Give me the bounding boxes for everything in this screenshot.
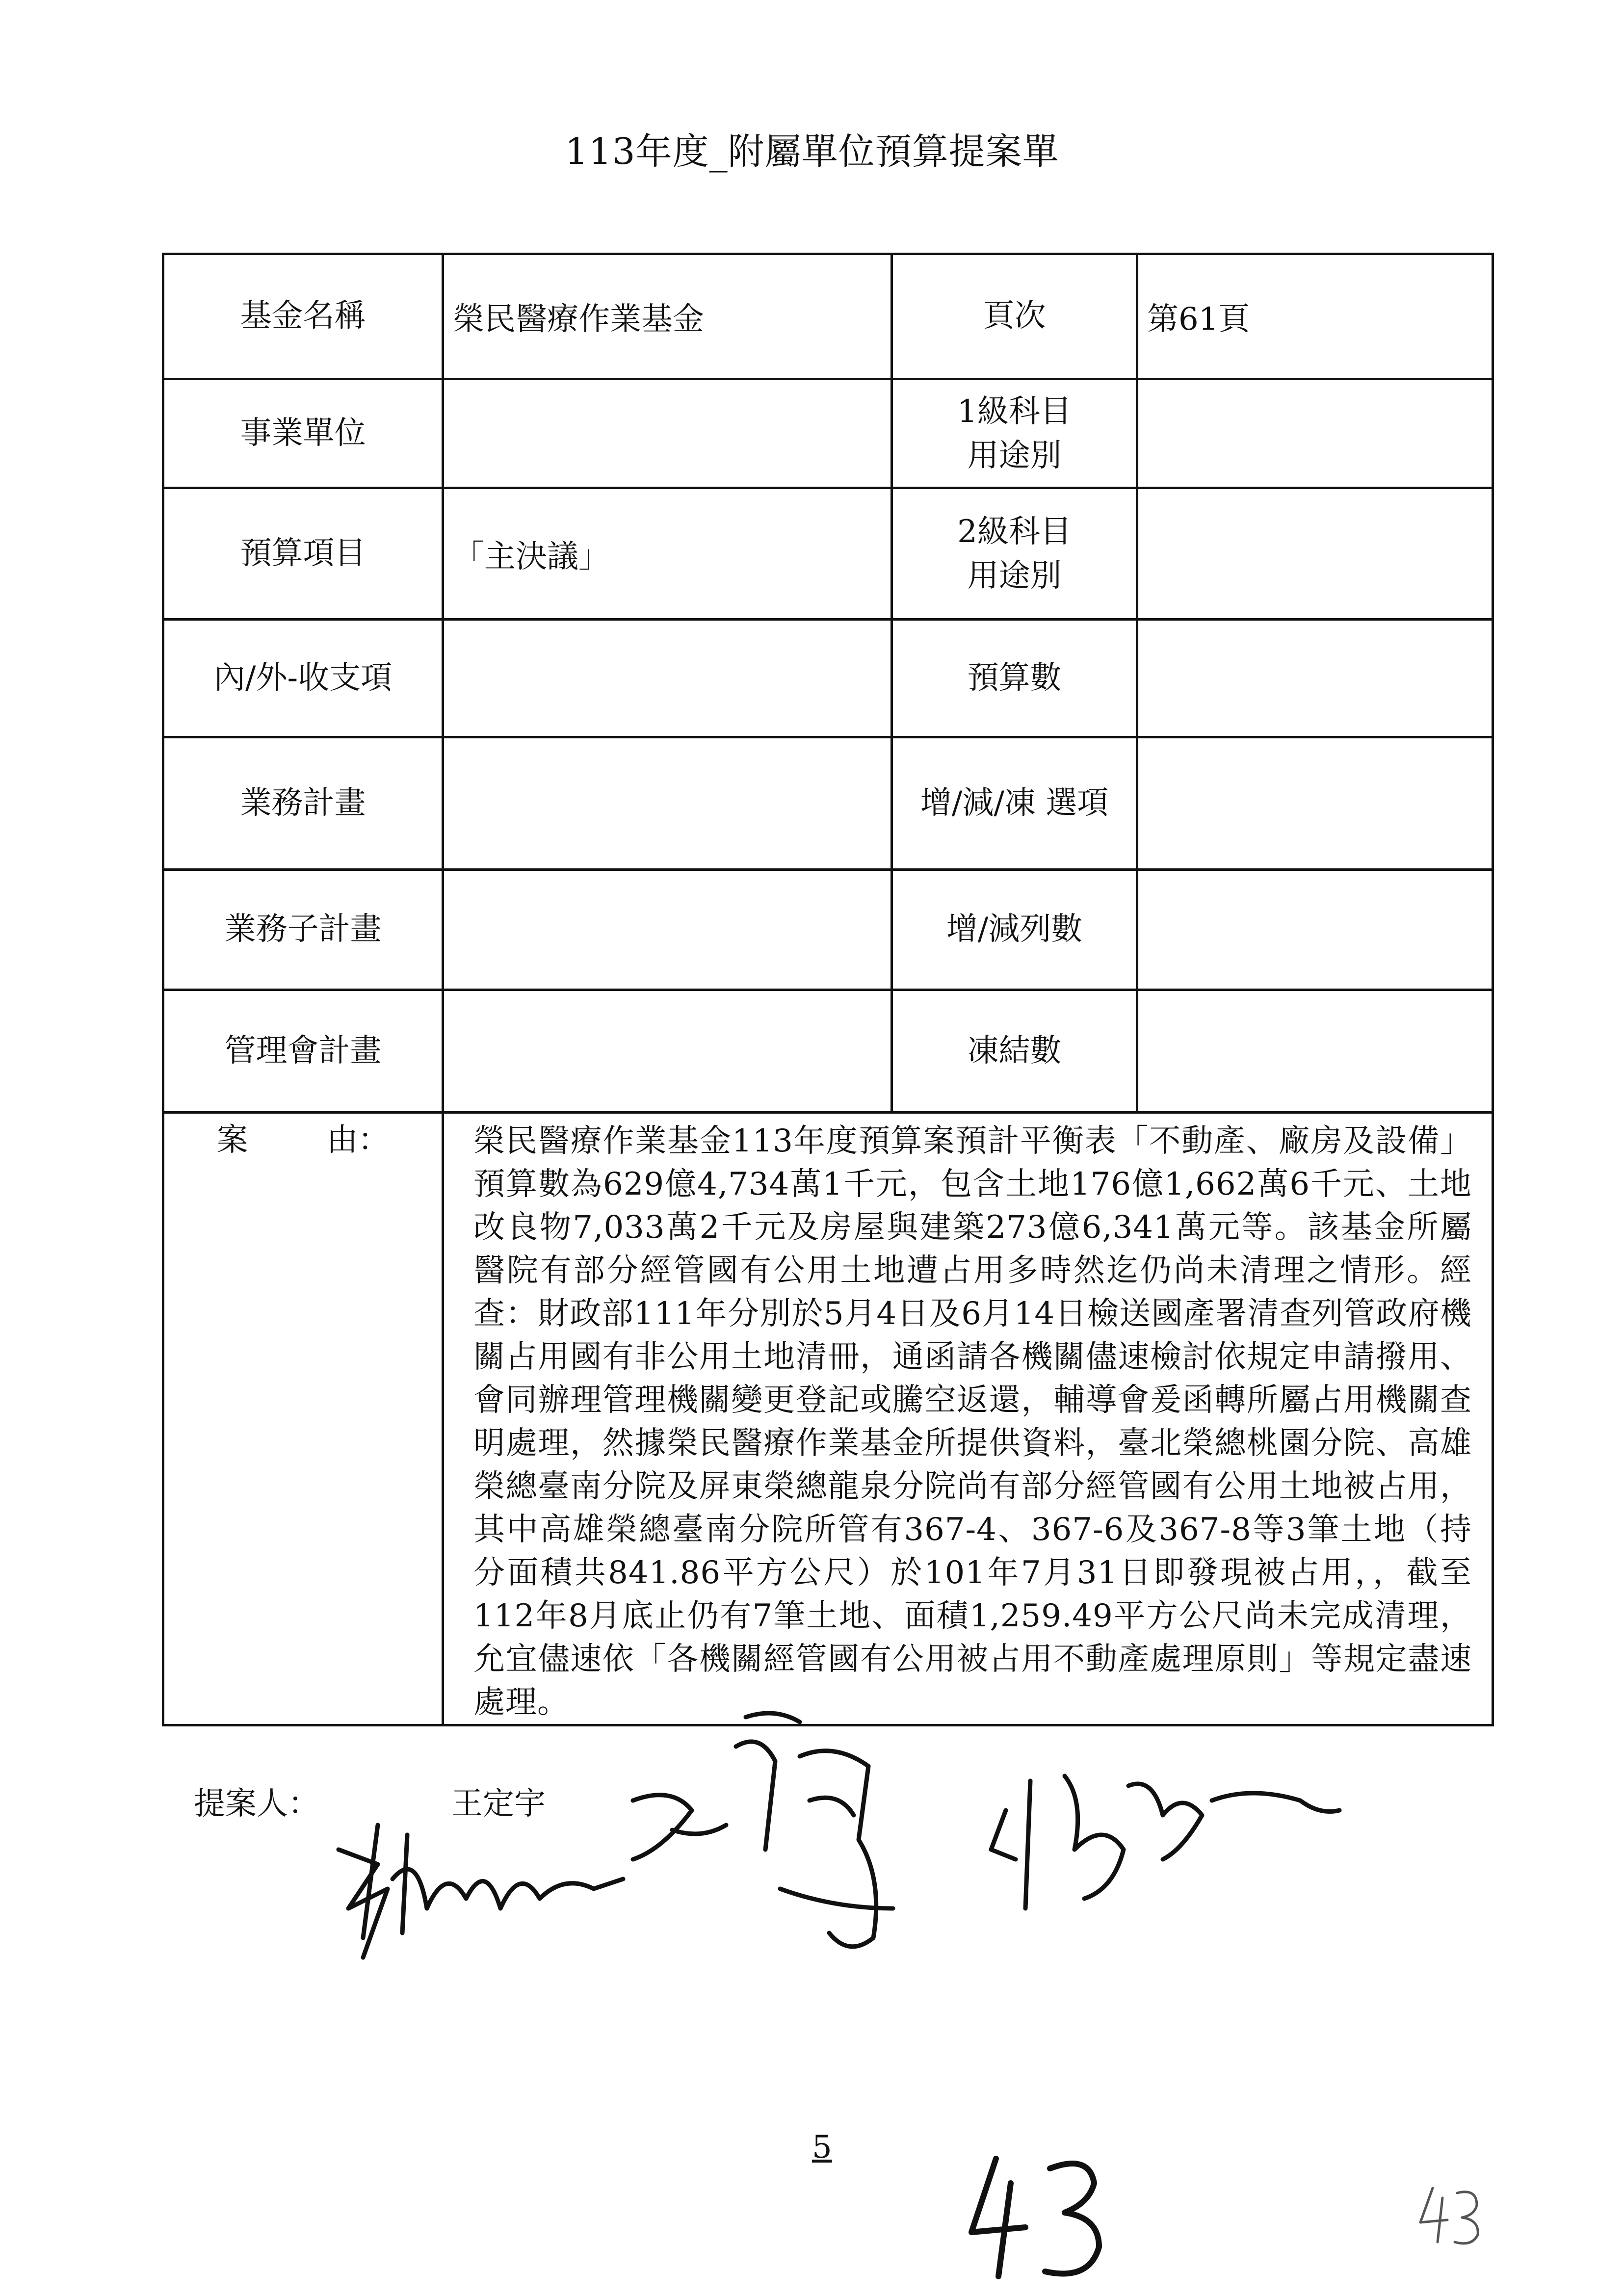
signature-stroke [363,1825,407,1938]
level1-label [892,379,1137,488]
case-description: 榮民醫療作業基金113年度預算案預計平衡表「不動產、廠房及設備」預算數為629億4,734萬1千元，包含土地176億1,662萬6千元、土地改良物7,033萬2千元及房屋與建築273億6,341萬元等。該基金所屬醫院有部分經管國有公用土地遭占用多時然迄仍尚未清理之情形。經查：財政部111年分別於5月4日及6月14日檢送國產署清查列管政府機關占用國有非公用土地清冊，通函請各機關儘速檢討依規定申請撥用、會同辦理管理機關變更登記或騰空返還，輔導會爰函轉所屬占用機關查明處理，然據榮民醫療作業基金所提供資料，臺北榮總桃園分院、高雄榮總臺南分院及屏東榮總龍泉分院尚有部分經管國有公用土地被占用，其中高雄榮總臺南分院所管有367-4、367-6及367-8等3筆土地（持分面積共841.86平方公尺）於101年7月31日即發現被占用，，截至112年8月底止仍有7筆土地、面積1,259.49平方公尺尚未完成清理，允宜儘速依「各機關經管國有公用被占用不動產處理原則」等規定盡速處理。 [443,1113,1493,1725]
page-number: 5 [812,2129,832,2166]
page-label: 頁次 [892,254,1137,379]
level2-label-line1: 2級科目 [957,513,1072,550]
budget-amount-label: 預算數 [892,620,1137,737]
signature-stroke [746,1713,800,1722]
mgmt-plan-value [443,990,892,1113]
form-row-fund [163,254,1493,379]
digit-4-stroke [971,2159,1025,2276]
budget-item-value: 「主決議」 [443,488,892,620]
level1-label-line2: 用途別 [967,437,1062,474]
form-row-case [163,1113,1493,1725]
inout-value [443,620,892,737]
frozen-amount-value [1137,990,1493,1113]
proposer-name: 王定宇 [451,1786,546,1822]
plan-value [443,737,892,870]
case-label [163,1113,443,1725]
unit-value [443,379,892,488]
handwritten-signatures [319,1702,1398,2007]
proposal-form-table [162,253,1494,1726]
form-row-budget-item [163,488,1493,620]
form-row-unit [163,379,1493,488]
change-amount-value [1137,870,1493,990]
handwritten-number-small [1413,2178,1487,2252]
level2-label [892,488,1137,620]
signature-stroke [633,1742,893,1947]
option-value [1137,737,1493,870]
level2-value [1137,488,1493,620]
signature-stroke [991,1776,1339,1908]
inout-label: 內/外-收支項 [163,620,443,737]
form-row-plan [163,737,1493,870]
document-title: 113年度_附屬單位預算提案單 [565,130,1059,173]
fund-name-label: 基金名稱 [163,254,443,379]
plan-label: 業務計畫 [163,737,443,870]
form-row-inout [163,620,1493,737]
digit-3-stroke [1045,2164,1099,2273]
level2-label-line2: 用途別 [967,557,1062,594]
unit-label: 事業單位 [163,379,443,488]
budget-item-label: 預算項目 [163,488,443,620]
fund-name-value: 榮民醫療作業基金 [443,254,892,379]
proposer-label: 提案人： [194,1786,319,1822]
change-amount-label: 增/減列數 [892,870,1137,990]
budget-amount-value [1137,620,1493,737]
form-row-subplan [163,870,1493,990]
subplan-label: 業務子計畫 [163,870,443,990]
option-label: 增/減/凍 選項 [892,737,1137,870]
form-row-mgmt [163,990,1493,1113]
mgmt-plan-label: 管理會計畫 [163,990,443,1113]
case-label-suffix: 由： [326,1122,390,1158]
subplan-value [443,870,892,990]
page-value: 第61頁 [1137,254,1493,379]
level1-label-line1: 1級科目 [957,393,1072,430]
case-label-char: 案 [216,1122,248,1158]
frozen-amount-label: 凍結數 [892,990,1137,1113]
signature-stroke [339,1850,623,1957]
handwritten-page-number [952,2139,1119,2286]
level1-value [1137,379,1493,488]
